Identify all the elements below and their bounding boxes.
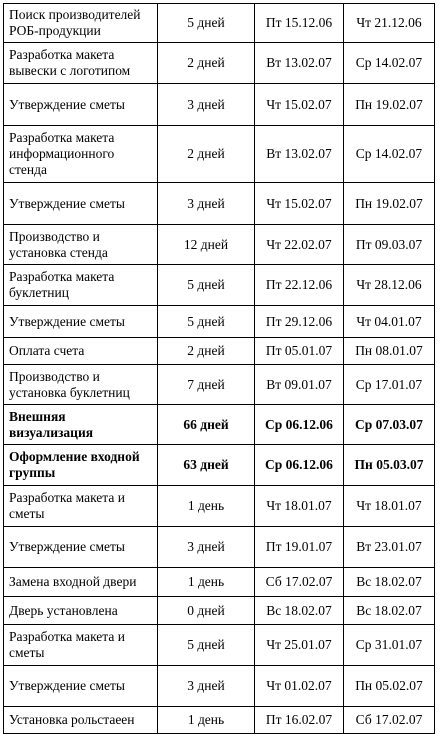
task-duration-cell: 3 дней xyxy=(158,183,255,225)
task-duration-cell: 5 дней xyxy=(158,306,255,338)
task-start-cell: Чт 18.01.07 xyxy=(255,486,344,527)
task-name-cell: Дверь установлена xyxy=(4,597,158,625)
task-start-cell: Чт 01.02.07 xyxy=(255,666,344,707)
table-row xyxy=(4,43,435,84)
task-start-cell: Вт 13.02.07 xyxy=(255,126,344,183)
task-end-cell: Ср 14.02.07 xyxy=(344,43,435,84)
task-start-cell: Чт 15.02.07 xyxy=(255,183,344,225)
task-start-cell: Пт 16.02.07 xyxy=(255,707,344,734)
task-duration-cell: 3 дней xyxy=(158,84,255,126)
task-name-cell: Поиск производителей РОБ-продукции xyxy=(4,4,158,43)
task-end-cell: Чт 18.01.07 xyxy=(344,486,435,527)
task-end-cell: Пн 19.02.07 xyxy=(344,84,435,126)
task-end-cell: Пн 19.02.07 xyxy=(344,183,435,225)
task-start-cell: Ср 06.12.06 xyxy=(255,445,344,486)
table-row xyxy=(4,486,435,527)
task-duration-cell: 2 дней xyxy=(158,126,255,183)
table-row xyxy=(4,225,435,265)
task-schedule-body xyxy=(4,4,435,734)
task-start-cell: Вт 09.01.07 xyxy=(255,365,344,405)
task-name-cell: Утверждение сметы xyxy=(4,527,158,568)
task-end-cell: Пн 08.01.07 xyxy=(344,338,435,365)
table-row xyxy=(4,4,435,43)
table-row xyxy=(4,597,435,625)
task-duration-cell: 5 дней xyxy=(158,4,255,43)
task-end-cell: Вс 18.02.07 xyxy=(344,568,435,597)
task-duration-cell: 3 дней xyxy=(158,527,255,568)
task-name-cell: Установка рольстаеен xyxy=(4,707,158,734)
task-duration-cell: 2 дней xyxy=(158,43,255,84)
task-name-cell: Утверждение сметы xyxy=(4,306,158,338)
task-duration-cell: 3 дней xyxy=(158,666,255,707)
task-end-cell: Пн 05.03.07 xyxy=(344,445,435,486)
task-start-cell: Чт 22.02.07 xyxy=(255,225,344,265)
table-row-summary xyxy=(4,445,435,486)
table-row xyxy=(4,306,435,338)
table-row xyxy=(4,625,435,666)
task-end-cell: Ср 07.03.07 xyxy=(344,405,435,445)
task-end-cell: Вт 23.01.07 xyxy=(344,527,435,568)
task-name-cell: Внешняя визуализация xyxy=(4,405,158,445)
task-start-cell: Вс 18.02.07 xyxy=(255,597,344,625)
task-duration-cell: 1 день xyxy=(158,707,255,734)
task-start-cell: Пт 29.12.06 xyxy=(255,306,344,338)
task-name-cell: Оплата счета xyxy=(4,338,158,365)
task-duration-cell: 5 дней xyxy=(158,265,255,306)
table-row xyxy=(4,265,435,306)
task-end-cell: Пн 05.02.07 xyxy=(344,666,435,707)
task-duration-cell: 66 дней xyxy=(158,405,255,445)
table-row xyxy=(4,568,435,597)
table-row xyxy=(4,183,435,225)
task-start-cell: Пт 22.12.06 xyxy=(255,265,344,306)
task-name-cell: Замена входной двери xyxy=(4,568,158,597)
table-row xyxy=(4,84,435,126)
task-start-cell: Сб 17.02.07 xyxy=(255,568,344,597)
task-name-cell: Утверждение сметы xyxy=(4,666,158,707)
task-schedule-table xyxy=(3,3,435,734)
task-end-cell: Сб 17.02.07 xyxy=(344,707,435,734)
task-name-cell: Разработка макета и сметы xyxy=(4,625,158,666)
task-duration-cell: 0 дней xyxy=(158,597,255,625)
table-row xyxy=(4,365,435,405)
table-row xyxy=(4,126,435,183)
task-duration-cell: 63 дней xyxy=(158,445,255,486)
table-row xyxy=(4,666,435,707)
task-start-cell: Чт 15.02.07 xyxy=(255,84,344,126)
task-end-cell: Ср 14.02.07 xyxy=(344,126,435,183)
task-name-cell: Разработка макета информационного стенда xyxy=(4,126,158,183)
task-end-cell: Ср 17.01.07 xyxy=(344,365,435,405)
task-name-cell: Утверждение сметы xyxy=(4,183,158,225)
task-name-cell: Разработка макета вывески с логотипом xyxy=(4,43,158,84)
task-duration-cell: 1 день xyxy=(158,486,255,527)
task-end-cell: Ср 31.01.07 xyxy=(344,625,435,666)
table-row xyxy=(4,338,435,365)
task-start-cell: Пт 19.01.07 xyxy=(255,527,344,568)
task-end-cell: Пт 09.03.07 xyxy=(344,225,435,265)
task-start-cell: Вт 13.02.07 xyxy=(255,43,344,84)
task-end-cell: Вс 18.02.07 xyxy=(344,597,435,625)
task-end-cell: Чт 04.01.07 xyxy=(344,306,435,338)
task-end-cell: Чт 28.12.06 xyxy=(344,265,435,306)
task-duration-cell: 12 дней xyxy=(158,225,255,265)
task-name-cell: Разработка макета буклетниц xyxy=(4,265,158,306)
task-duration-cell: 2 дней xyxy=(158,338,255,365)
task-name-cell: Разработка макета и сметы xyxy=(4,486,158,527)
task-start-cell: Пт 05.01.07 xyxy=(255,338,344,365)
task-start-cell: Пт 15.12.06 xyxy=(255,4,344,43)
task-name-cell: Оформление входной группы xyxy=(4,445,158,486)
table-row xyxy=(4,527,435,568)
table-row-summary xyxy=(4,405,435,445)
task-duration-cell: 5 дней xyxy=(158,625,255,666)
task-start-cell: Ср 06.12.06 xyxy=(255,405,344,445)
task-start-cell: Чт 25.01.07 xyxy=(255,625,344,666)
table-row xyxy=(4,707,435,734)
task-end-cell: Чт 21.12.06 xyxy=(344,4,435,43)
task-name-cell: Производство и установка стенда xyxy=(4,225,158,265)
task-duration-cell: 1 день xyxy=(158,568,255,597)
task-duration-cell: 7 дней xyxy=(158,365,255,405)
task-name-cell: Производство и установка буклетниц xyxy=(4,365,158,405)
task-name-cell: Утверждение сметы xyxy=(4,84,158,126)
